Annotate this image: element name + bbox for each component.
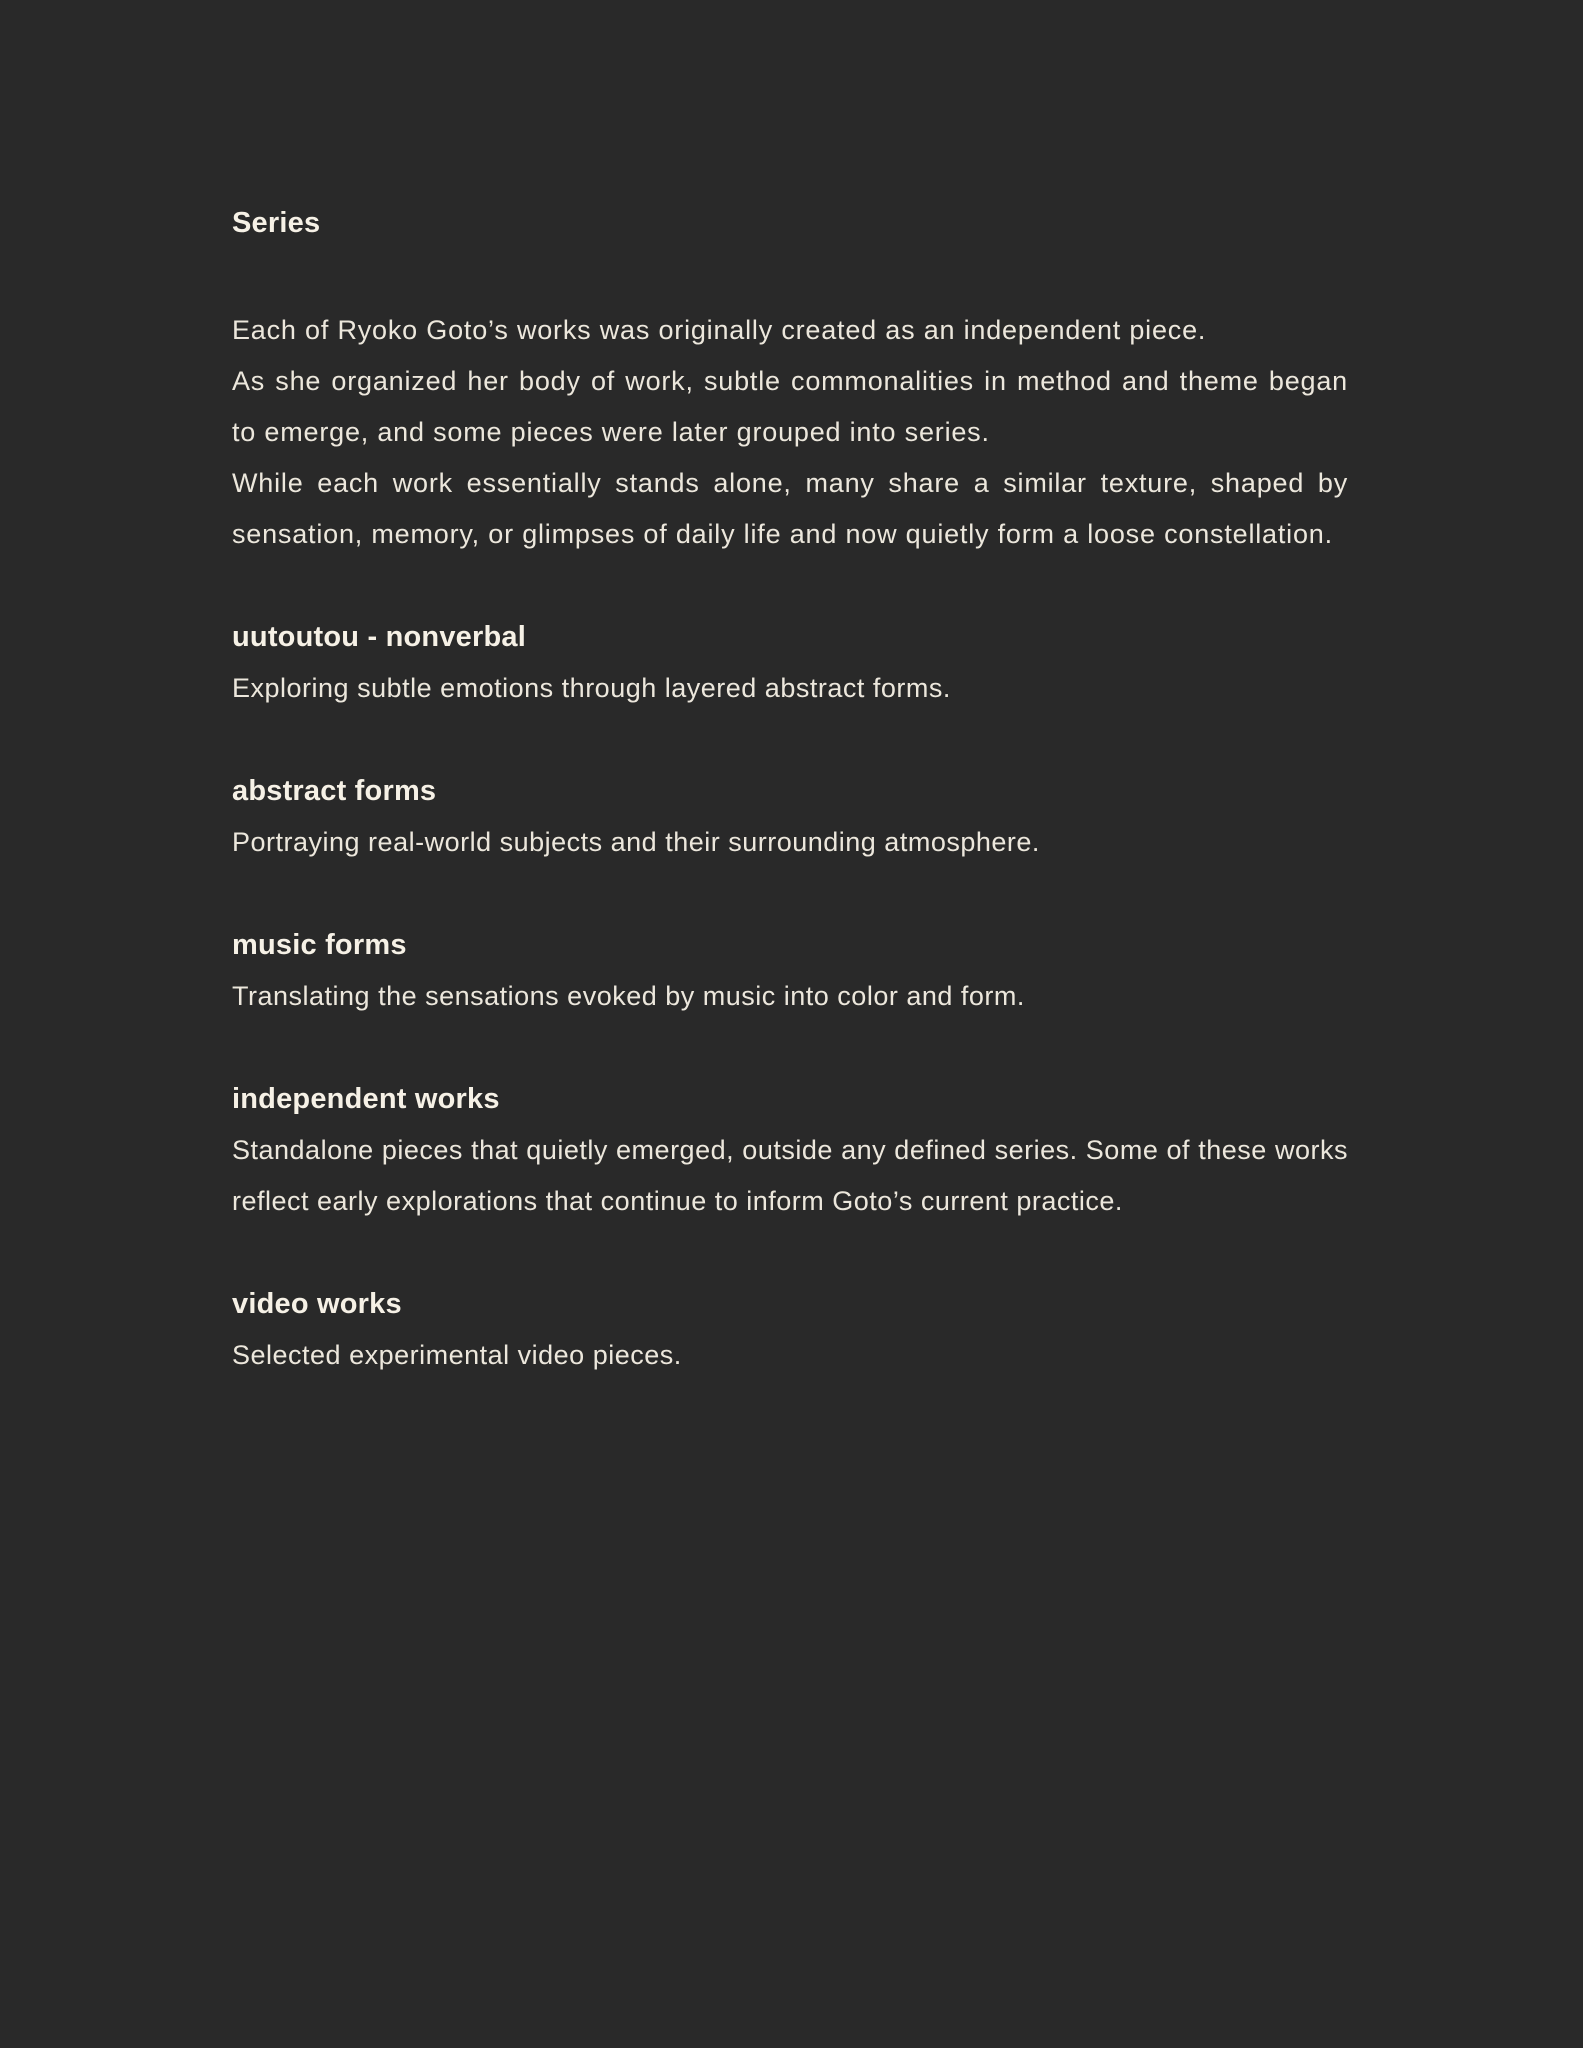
page-title: Series — [232, 207, 321, 239]
series-item-abstract-forms — [232, 766, 1348, 868]
intro-text — [232, 305, 1348, 560]
series-title: abstract forms — [232, 775, 437, 807]
series-description: Translating the sensations evoked by music into color and form. — [232, 981, 1025, 1011]
intro-paragraph: Each of Ryoko Goto’s works was originally created as an independent piece. — [232, 315, 1207, 345]
series-description: Exploring subtle emotions through layered abstract forms. — [232, 673, 951, 703]
series-item-independent-works — [232, 1074, 1348, 1227]
series-title: uutoutou - nonverbal — [232, 621, 526, 653]
series-title: independent works — [232, 1083, 500, 1115]
intro-paragraph: While each work essentially stands alone, many share a similar texture, shaped by sensation, memory, or glimpses of daily life and now quietly form a loose constellation. — [232, 468, 1348, 549]
series-title: video works — [232, 1288, 402, 1320]
series-item-video-works — [232, 1279, 1348, 1381]
series-page-content — [232, 203, 1348, 1433]
series-item-uutoutou-nonverbal — [232, 612, 1348, 714]
intro-paragraph: As she organized her body of work, subtle commonalities in method and theme began to emerge, and some pieces were later grouped into series. — [232, 366, 1348, 447]
series-item-music-forms — [232, 920, 1348, 1022]
series-description: Portraying real-world subjects and their surrounding atmosphere. — [232, 827, 1040, 857]
series-title: music forms — [232, 929, 407, 961]
series-list — [232, 612, 1348, 1381]
series-description: Selected experimental video pieces. — [232, 1340, 682, 1370]
series-description: Standalone pieces that quietly emerged, outside any defined series. Some of these works reflect early explorations that continue to inform Goto’s current practice. — [232, 1135, 1348, 1216]
